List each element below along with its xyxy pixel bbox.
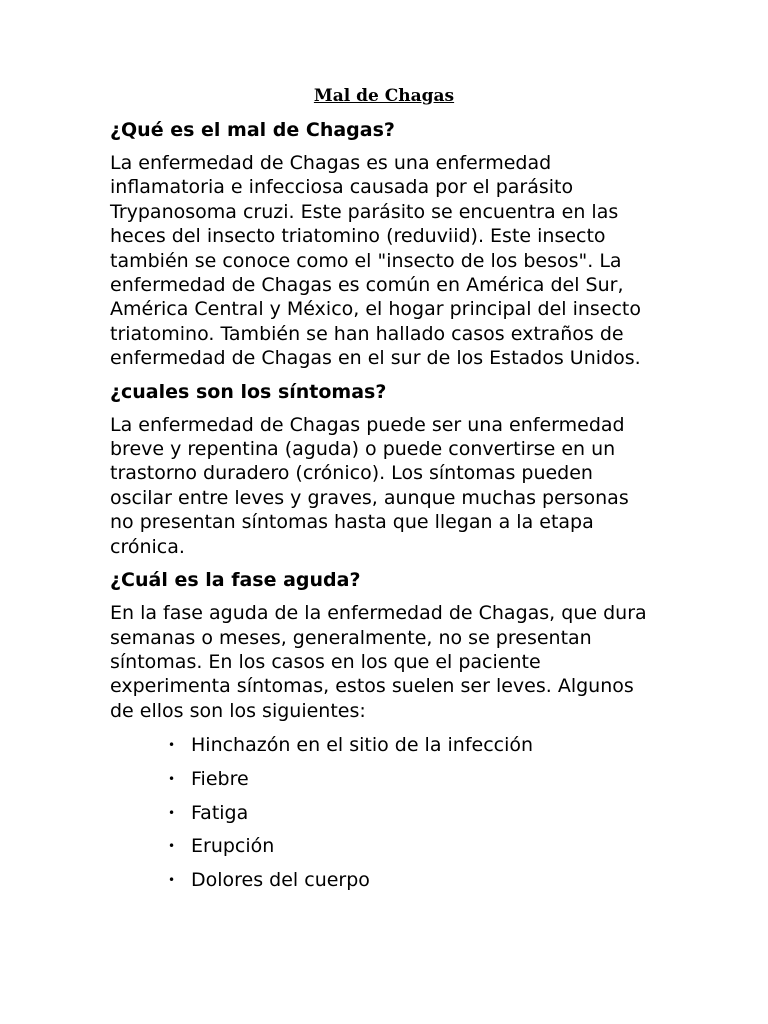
section-paragraph: En la fase aguda de la enfermedad de Chagas, que dura semanas o meses, generalmente, no se presentan síntomas. En los casos en los que el paciente experimenta síntomas, estos suelen ser leves. Algunos de ellos son los siguientes: xyxy=(110,602,647,722)
bullet-icon: • xyxy=(168,839,176,854)
section-symptoms xyxy=(110,378,650,559)
list-item-text: Erupción xyxy=(191,835,275,858)
bullet-icon: • xyxy=(168,738,176,753)
list-item-text: Fiebre xyxy=(191,767,249,790)
bullet-icon: • xyxy=(168,771,176,786)
list-item xyxy=(164,834,650,858)
section-heading: ¿Qué es el mal de Chagas? xyxy=(110,119,395,141)
document-body xyxy=(110,116,650,902)
list-item xyxy=(164,733,650,757)
section-heading: ¿Cuál es la fase aguda? xyxy=(110,569,361,592)
list-item-text: Hinchazón en el sitio de la infección xyxy=(191,734,534,757)
bullet-icon: • xyxy=(168,872,176,887)
document-title: Mal de Chagas xyxy=(313,86,455,106)
section-paragraph: La enfermedad de Chagas es una enfermedad inflamatoria e infecciosa causada por el parásito Trypanosoma cruzi. Este parásito se encuentra en las heces del insecto triatomino (reduviid). Este insecto también se conoce como el "insecto de los besos". La enfermedad de Chagas es común en América del Sur, América Central y México, el hogar principal del insecto triatomino. También se han hallado casos extraños de enfermedad de Chagas en el sur de los Estados Unidos. xyxy=(110,152,642,370)
list-item-text: Dolores del cuerpo xyxy=(191,868,370,891)
list-item xyxy=(164,767,650,791)
section-paragraph: La enfermedad de Chagas puede ser una enfermedad breve y repentina (aguda) o puede convertirse en un trastorno duradero (crónico). Los síntomas pueden oscilar entre leves y graves, aunque muchas personas no presentan síntomas hasta que llegan a la etapa crónica. xyxy=(110,413,629,558)
list-item xyxy=(164,868,650,892)
list-item-text: Fatiga xyxy=(191,801,249,824)
section-acute-phase xyxy=(110,566,650,892)
bullet-icon: • xyxy=(168,805,176,820)
section-heading: ¿cuales son los síntomas? xyxy=(110,380,387,403)
section-what-is xyxy=(110,116,650,371)
list-item xyxy=(164,801,650,825)
symptom-list xyxy=(110,733,650,892)
